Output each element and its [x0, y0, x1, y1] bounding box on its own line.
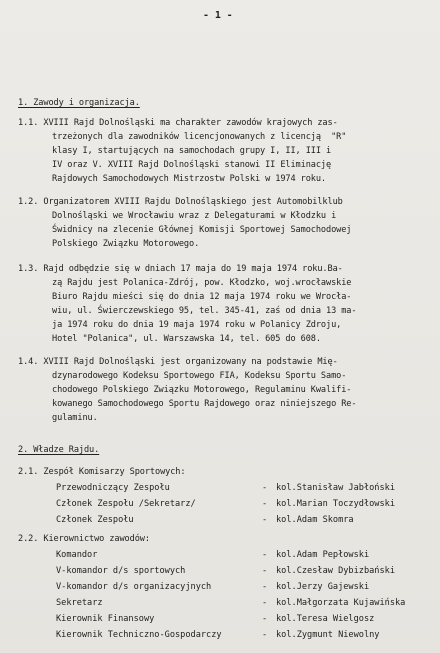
text-line: dzynarodowego Kodeksu Sportowego FIA, Kodeksu Sportu Samo- [52, 371, 347, 381]
text-line: Biuro Rajdu mieści się do dnia 12 maja 1974 roku we Wrocła- [52, 292, 352, 302]
dash-separator: - [262, 598, 273, 608]
dash-separator: - [262, 614, 273, 624]
text-line: ja 1974 roku do dnia 19 maja 1974 roku w Polanicy Zdroju, [52, 320, 342, 330]
text-line: 1.1. XVIII Rajd Dolnośląski ma charakter zawodów krajowych zas- [18, 118, 338, 128]
role-label: Komandor [56, 550, 98, 560]
text-line: klasy I, startujących na samochodach grupy I, II, III i [52, 146, 332, 156]
dash-separator: - [262, 550, 273, 560]
text-line: Rajdowych Samochodowych Mistrzostw Polski w 1974 roku. [52, 174, 326, 184]
role-label: V-komandor d/s sportowych [56, 566, 186, 576]
text-line: gulaminu. [52, 413, 98, 423]
group-2-2-title: 2.2. Kierownictwo zawodów: [18, 534, 150, 544]
text-line: wiu, ul. Świerczewskiego 95, tel. 345-41, zaś od dnia 13 ma- [52, 306, 357, 316]
person-name: kol.Stanisław Jabłoński [276, 483, 395, 493]
role-label: Przewodniczący Zespołu [56, 483, 170, 493]
dash-separator: - [262, 515, 273, 525]
person-name: kol.Jerzy Gajewski [276, 582, 370, 592]
dash-separator: - [262, 499, 273, 509]
person-name: kol.Czesław Dybizbański [276, 566, 395, 576]
dash-separator: - [262, 582, 273, 592]
text-line: IV oraz V. XVIII Rajd Dolnośląski stanowi II Eliminację [52, 160, 332, 170]
person-name: kol.Małgorzata Kujawińska [276, 598, 406, 608]
person-name: kol.Adam Skomra [276, 515, 354, 525]
text-line: trzeżonych dla zawodników licencjonowanych z licencją "R" [52, 132, 347, 142]
person-name: kol.Marian Toczydłowski [276, 499, 395, 509]
section-2-heading: 2. Władze Rajdu. [18, 445, 100, 455]
section-1-heading: 1. Zawody i organizacja. [18, 98, 140, 108]
role-label: Członek Zespołu /Sekretarz/ [56, 499, 196, 509]
page-number: - 1 - [203, 10, 233, 21]
text-line: Świdnicy na zlecenie Głównej Komisji Sportowej Samochodowej [52, 225, 352, 235]
text-line: zą Rajdu jest Polanica-Zdrój, pow. Kłodzko, woj.wrocławskie [52, 278, 352, 288]
text-line: 1.3. Rajd odbędzie się w dniach 17 maja do 19 maja 1974 roku.Ba- [18, 264, 343, 274]
group-2-1-title: 2.1. Zespół Komisarzy Sportowych: [18, 467, 186, 477]
role-label: Sekretarz [56, 598, 103, 608]
person-name: kol.Zygmunt Niewolny [276, 630, 380, 640]
role-label: Kierownik Techniczno-Gospodarczy [56, 630, 222, 640]
person-name: kol.Adam Pepłowski [276, 550, 370, 560]
text-line: 1.2. Organizatorem XVIII Rajdu Dolnośląskiego jest Automobilklub [18, 197, 343, 207]
role-label: Członek Zespołu [56, 515, 134, 525]
text-line: chodowego Polskiego Związku Motorowego, Regulaminu Kwalifi- [52, 385, 352, 395]
text-line: kowanego Samochodowego Sportu Rajdowego oraz niniejszego Re- [52, 399, 357, 409]
dash-separator: - [262, 483, 273, 493]
text-line: Hotel "Polanica", ul. Warszawska 14, tel. 605 do 608. [52, 334, 321, 344]
role-label: Kierownik Finansowy [56, 614, 155, 624]
dash-separator: - [262, 566, 273, 576]
text-line: Polskiego Związku Motorowego. [52, 239, 200, 249]
text-line: Dolnośląski we Wrocławiu wraz z Delegaturami w Kłodzku i [52, 211, 337, 221]
text-line: 1.4. XVIII Rajd Dolnośląski jest organizowany na podstawie Mię- [18, 357, 338, 367]
role-label: V-komandor d/s organizacyjnych [56, 582, 212, 592]
person-name: kol.Teresa Wielgosz [276, 614, 375, 624]
dash-separator: - [262, 630, 273, 640]
